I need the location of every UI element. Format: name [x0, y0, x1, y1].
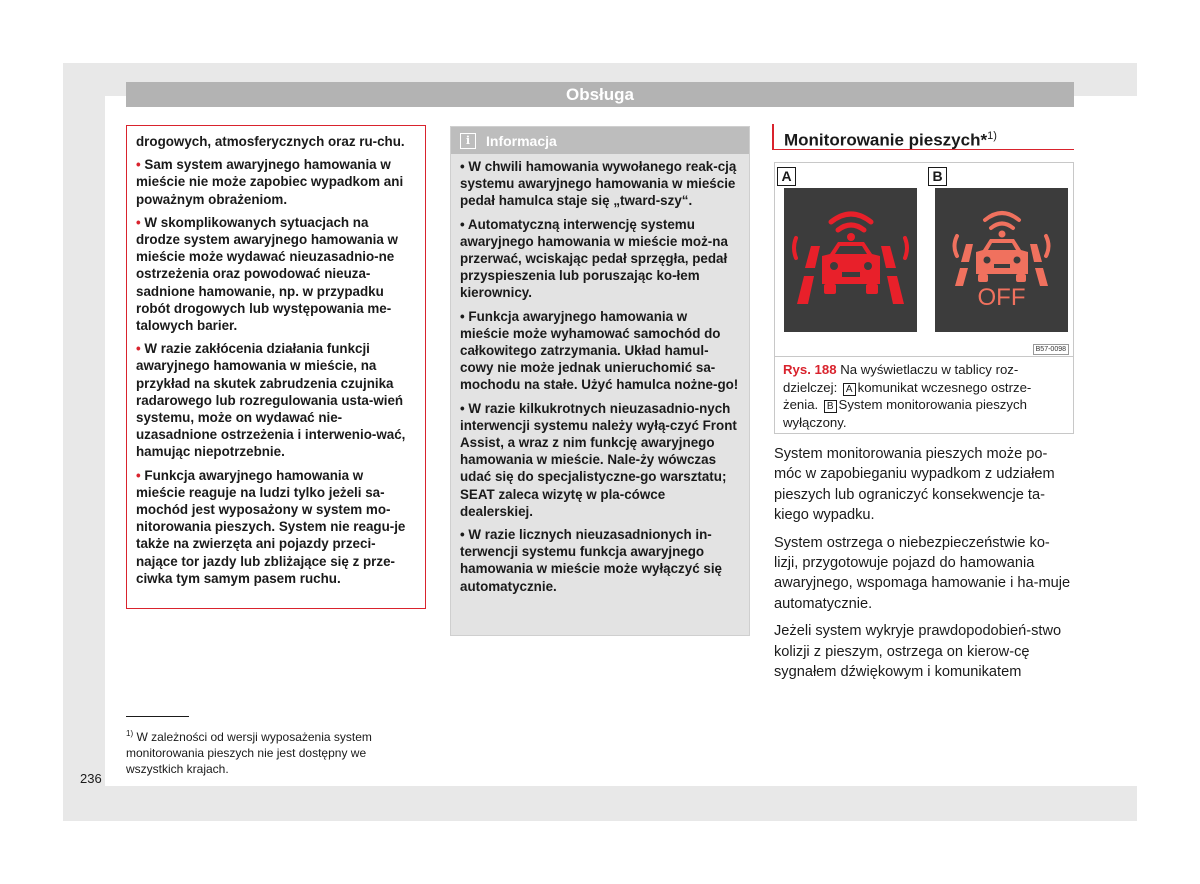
- pedestrian-warning-icon: [784, 188, 917, 332]
- bullet-icon: •: [136, 214, 145, 230]
- display-panel-b: [935, 188, 1068, 332]
- footnote: $^{1)}$ W zależności od wersji wyposażenia system monitorowania pieszych nie jest dostępny we wszystkich krajach.: [126, 729, 372, 776]
- figure-image: [775, 163, 1073, 357]
- figure-label-b: B: [928, 167, 947, 186]
- warning-bullet: • W skomplikowanych sytuacjach na drodze system awaryjnego hamowania w mieście może wydawać nieuzasadnio-ne ostrzeżenia oraz powodować nieuza-sadnione hamowanie, np. w przypadku robót drogowych lub występowania me-talowych barier.: [136, 214, 398, 334]
- warning-intro: drogowych, atmosferycznych oraz ru-chu.: [136, 134, 405, 149]
- caption-label-a: A: [843, 383, 856, 396]
- info-title: Informacja: [486, 132, 557, 149]
- footnote-rule: [126, 716, 189, 717]
- page-number: 236: [80, 771, 102, 786]
- info-body: [451, 154, 749, 595]
- warning-bullet: • Funkcja awaryjnego hamowania w mieście reaguje na ludzi tylko jeżeli sa-mochód jest wyposażony w system mo-nitorowania pieszych. System nie reagu-je także na zwierzęta ani pojazdy przeci-nające tor jazdy lub zbliżające się z prze-ciwka tym samym pasem ruchu.: [136, 467, 406, 586]
- info-box: [450, 126, 750, 636]
- display-panel-a: [784, 188, 917, 332]
- bullet-icon: •: [136, 157, 145, 173]
- info-bullet: • W razie kilkukrotnych nieuzasadnio-nych interwencji systemu należy wyłą-czyć Front Assist, a wraz z nim funkcję awaryjnego hamowania w mieście. Nale-ży wówczas udać się do specjalistyczne-go warsztatu; SEAT zaleca wizytę w pla-cówce dealerskiej.: [460, 400, 737, 519]
- bullet-icon: •: [136, 341, 145, 357]
- bullet-icon: •: [136, 467, 145, 483]
- info-bullet: • Funkcja awaryjnego hamowania w mieście może wyhamować samochód do całkowitego zatrzymania. Układ hamul-cowy nie może jednak unieruchomić sa-mochodu na stałe. Użyć hamulca nożne-go!: [460, 308, 739, 393]
- warning-box: [126, 125, 426, 609]
- info-bullet: • Automatyczną interwencję systemu awaryjnego hamowania w mieście moż-na przerwać, wciskając pedał sprzęgła, pedał przyspieszenia lub poruszając ko-łem kierownicy.: [460, 216, 728, 301]
- off-label: OFF: [977, 284, 1026, 311]
- page-header: Obsługa: [126, 82, 1074, 107]
- info-bullet: • W chwili hamowania wywołanego reak-cją systemu awaryjnego hamowania w mieście pedał hamulca staje się „tward-szy“.: [460, 159, 737, 209]
- info-bullet: • W razie licznych nieuzasadnionych in-terwencji systemu funkcja awaryjnego hamowania w mieście może wyłączyć się automatycznie.: [460, 527, 722, 594]
- figure-label-a: A: [777, 167, 796, 186]
- figure-code: B57-0098: [1033, 344, 1069, 355]
- caption-label-b: B: [824, 400, 837, 413]
- info-icon: i: [460, 133, 476, 149]
- figure-caption: Rys. 188 Na wyświetlaczu w tablicy roz-dzielczej: A komunikat wczesnego ostrze-żenia. B System monitorowania pieszych wyłączony.: [783, 362, 1032, 430]
- body-text: [774, 444, 1074, 689]
- info-header: [451, 127, 749, 154]
- body-paragraph: Jeżeli system wykryje prawdopodobień-stwo kolizji z pieszym, ostrzega on kierow-cę sygnałem dźwiękowym i komunikatem: [774, 623, 1062, 681]
- body-paragraph: System monitorowania pieszych może po-móc w zapobieganiu wypadkom z udziałem pieszych lub ograniczyć konsekwencje ta-kiego wypadku.: [774, 446, 1055, 524]
- section-title: Monitorowanie pieszych*$^{1)}$: [772, 124, 1074, 150]
- body-paragraph: System ostrzega o niebezpieczeństwie ko-lizji, przygotowuje pojazd do hamowania awaryjnego, wspomaga hamowanie i ha-muje automatycznie.: [774, 534, 1071, 612]
- warning-bullet: • Sam system awaryjnego hamowania w mieście nie może zapobiec wypadkom ani poważnym obrażeniom.: [136, 157, 404, 207]
- figure-188: [774, 162, 1074, 434]
- warning-bullet: • W razie zakłócenia działania funkcji awaryjnego hamowania w mieście, na przykład na skutek zabrudzenia czujnika radarowego lub rozregulowania usta-wień systemu, może on wydawać nie-uzasadnione ostrzeżenia i interwenio-wać, hamując niepotrzebnie.: [136, 341, 406, 460]
